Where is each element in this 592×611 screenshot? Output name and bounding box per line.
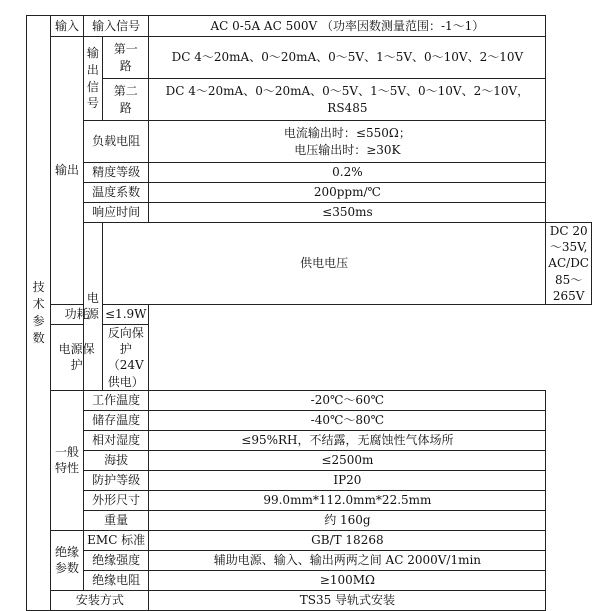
output-ch2-label: 第二路: [103, 79, 149, 121]
tech-params-header: 技术参数: [27, 16, 51, 611]
output-load-label: 负载电阻: [83, 121, 149, 163]
output-group-cell: 输出: [51, 37, 84, 305]
install-value: TS35 导轨式安装: [149, 590, 546, 610]
output-response-value: ≤350ms: [149, 203, 546, 223]
general-ip-value: IP20: [149, 470, 546, 490]
insulation-strength-value: 辅助电源、输入、输出两两之间 AC 2000V/1min: [149, 550, 546, 570]
power-protection-label: 电源保护: [51, 324, 103, 390]
general-size-label: 外形尺寸: [83, 490, 149, 510]
insulation-group-cell: 绝缘 参数: [51, 530, 84, 590]
insulation-resistance-label: 绝缘电阻: [83, 570, 149, 590]
power-consumption-value: ≤1.9W: [103, 304, 149, 324]
output-response-label: 响应时间: [83, 203, 149, 223]
general-work-temp-value: -20℃～60℃: [149, 390, 546, 410]
power-supply-value: DC 20～35V, AC/DC 85～265V: [546, 223, 592, 305]
input-signal-label: 输入信号: [83, 16, 149, 37]
output-tempcoef-value: 200ppm/℃: [149, 183, 546, 203]
input-signal-value: AC 0-5A AC 500V （功率因数测量范围：-1～1）: [149, 16, 546, 37]
insulation-emc-label: EMC 标准: [83, 530, 149, 550]
general-work-temp-label: 工作温度: [83, 390, 149, 410]
output-ch2-value: DC 4～20mA、0～20mA、0～5V、1～5V、0～10V、2～10V， RS485: [149, 79, 546, 121]
output-accuracy-label: 精度等级: [83, 163, 149, 183]
general-weight-label: 重量: [83, 510, 149, 530]
install-label: 安装方式: [51, 590, 149, 610]
general-humidity-value: ≤95%RH，不结露，无腐蚀性气体场所: [149, 430, 546, 450]
tech-spec-table: [26, 15, 592, 611]
output-load-value: 电流输出时：≤550Ω； 电压输出时：≥30K: [149, 121, 546, 163]
power-consumption-label: 功耗: [51, 304, 103, 324]
power-protection-value: 反向保护（24V 供电）: [103, 324, 149, 390]
output-tempcoef-label: 温度系数: [83, 183, 149, 203]
input-group-cell: 输入: [51, 16, 84, 37]
insulation-emc-value: GB/T 18268: [149, 530, 546, 550]
general-size-value: 99.0mm*112.0mm*22.5mm: [149, 490, 546, 510]
general-store-temp-value: -40℃～80℃: [149, 410, 546, 430]
output-ch1-label: 第一路: [103, 37, 149, 79]
output-accuracy-value: 0.2%: [149, 163, 546, 183]
general-ip-label: 防护等级: [83, 470, 149, 490]
general-store-temp-label: 储存温度: [83, 410, 149, 430]
general-weight-value: 约 160g: [149, 510, 546, 530]
insulation-strength-label: 绝缘强度: [83, 550, 149, 570]
power-supply-label: 供电电压: [103, 223, 546, 305]
general-humidity-label: 相对湿度: [83, 430, 149, 450]
general-group-cell: 一般 特性: [51, 390, 84, 530]
insulation-resistance-value: ≥100MΩ: [149, 570, 546, 590]
output-ch1-value: DC 4～20mA、0～20mA、0～5V、1～5V、0～10V、2～10V: [149, 37, 546, 79]
output-signal-group-cell: 输出信号: [83, 37, 102, 121]
general-altitude-value: ≤2500m: [149, 450, 546, 470]
general-altitude-label: 海拔: [83, 450, 149, 470]
power-group-cell: 电源: [83, 223, 102, 391]
